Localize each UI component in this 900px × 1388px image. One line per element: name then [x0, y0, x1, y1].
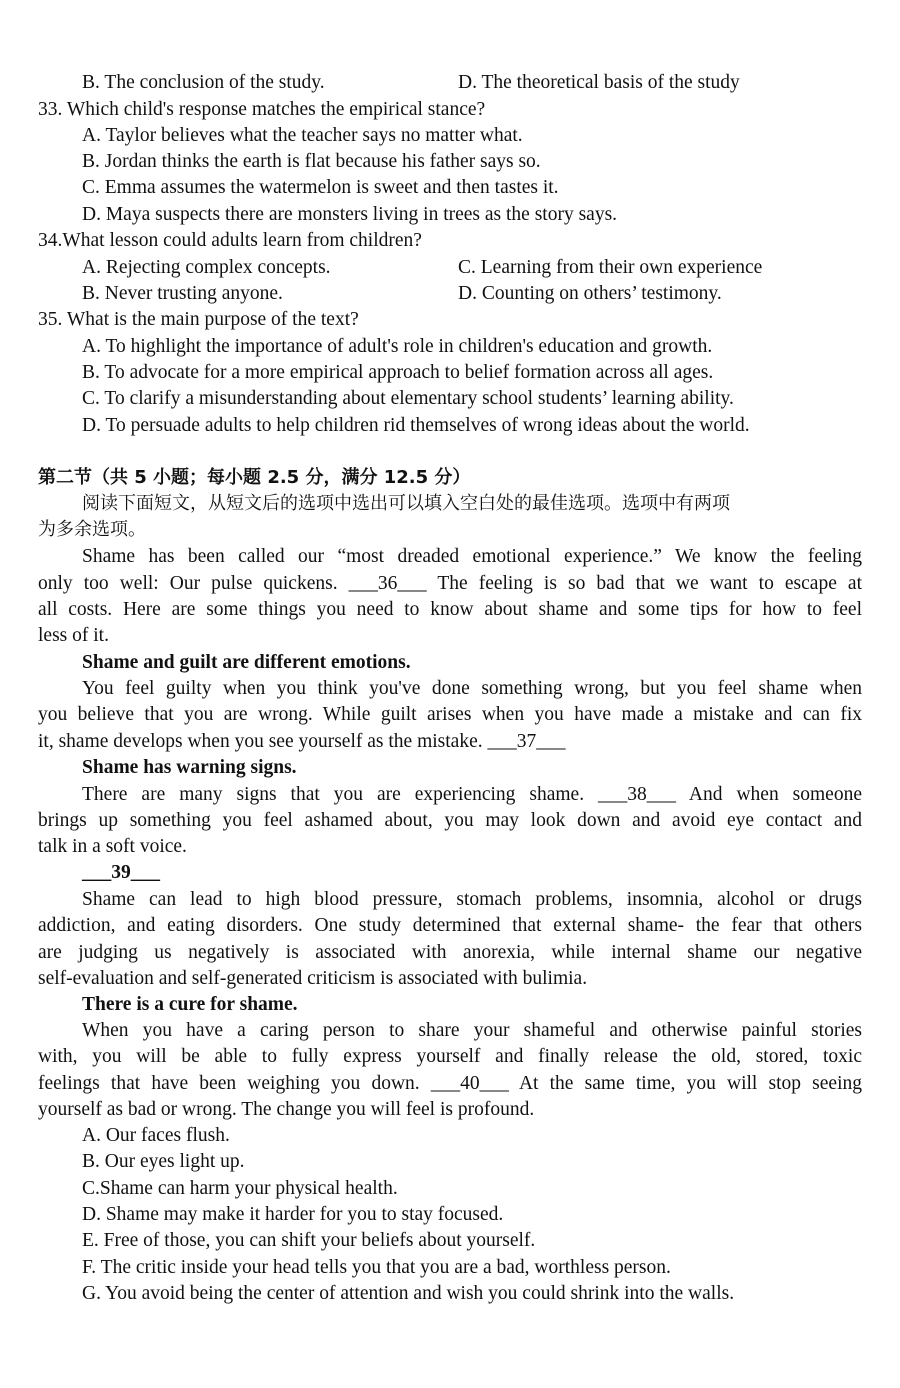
choice-f: F. The critic inside your head tells you that you are a bad, worthless person.	[82, 1257, 671, 1278]
question-34-stem: 34.What lesson could adults learn from children?	[38, 230, 422, 251]
question-34-option-c: C. Learning from their own experience	[458, 257, 763, 278]
option-b-previous: B. The conclusion of the study.	[82, 72, 325, 93]
choice-b: B. Our eyes light up.	[82, 1151, 245, 1172]
question-35-option-c: C. To clarify a misunderstanding about elementary school students’ learning ability.	[82, 388, 734, 409]
passage-p1-line1: Shame has been called our “most dreaded emotional experience.” We know the feeling	[82, 546, 862, 567]
section-heading: 第二节（共 5 小题；每小题 2.5 分，满分 12.5 分）	[38, 467, 471, 488]
section-instruction-line1: 阅读下面短文，从短文后的选项中选出可以填入空白处的最佳选项。选项中有两项	[82, 493, 730, 514]
question-35-option-b: B. To advocate for a more empirical approach to belief formation across all ages.	[82, 362, 714, 383]
passage-subheading-1: Shame and guilt are different emotions.	[82, 652, 411, 673]
passage-p3-line3: talk in a soft voice.	[38, 836, 187, 857]
choice-d: D. Shame may make it harder for you to stay focused.	[82, 1204, 504, 1225]
choice-a: A. Our faces flush.	[82, 1125, 230, 1146]
passage-subheading-blank-39: ___39___	[82, 862, 160, 883]
choice-g: G. You avoid being the center of attention and wish you could shrink into the walls.	[82, 1283, 735, 1304]
question-34-option-a: A. Rejecting complex concepts.	[82, 257, 331, 278]
question-34-option-d: D. Counting on others’ testimony.	[458, 283, 722, 304]
question-34-option-b: B. Never trusting anyone.	[82, 283, 283, 304]
question-33-option-c: C. Emma assumes the watermelon is sweet and then tastes it.	[82, 177, 559, 198]
option-d-previous: D. The theoretical basis of the study	[458, 72, 740, 93]
question-33-option-d: D. Maya suspects there are monsters living in trees as the story says.	[82, 204, 618, 225]
passage-subheading-4: There is a cure for shame.	[82, 994, 298, 1015]
passage-p4-line3: are judging us negatively is associated with anorexia, while internal shame our negative	[38, 942, 862, 963]
question-35-option-a: A. To highlight the importance of adult's role in children's education and growth.	[82, 336, 713, 357]
passage-p3-line1: There are many signs that you are experiencing shame. ___38___ And when someone	[82, 784, 862, 805]
question-35-option-d: D. To persuade adults to help children rid themselves of wrong ideas about the world.	[82, 415, 750, 436]
passage-p1-line2: only too well: Our pulse quickens. ___36___ The feeling is so bad that we want to escape at	[38, 573, 862, 594]
passage-p5-line3: feelings that have been weighing you down. ___40___ At the same time, you will stop seeing	[38, 1073, 862, 1094]
passage-p3-line2: brings up something you feel ashamed about, you may look down and avoid eye contact and	[38, 810, 862, 831]
passage-p1-line4: less of it.	[38, 625, 109, 646]
passage-p2-line3: it, shame develops when you see yourself as the mistake. ___37___	[38, 731, 566, 752]
passage-p2-line2: you believe that you are wrong. While guilt arises when you have made a mistake and can fix	[38, 704, 862, 725]
passage-p4-line4: self-evaluation and self-generated criticism is associated with bulimia.	[38, 968, 588, 989]
choice-e: E. Free of those, you can shift your beliefs about yourself.	[82, 1230, 536, 1251]
section-instruction-line2: 为多余选项。	[38, 519, 146, 540]
passage-p2-line1: You feel guilty when you think you've done something wrong, but you feel shame when	[82, 678, 862, 699]
question-35-stem: 35. What is the main purpose of the text?	[38, 309, 359, 330]
question-33-stem: 33. Which child's response matches the empirical stance?	[38, 99, 486, 120]
question-33-option-a: A. Taylor believes what the teacher says no matter what.	[82, 125, 523, 146]
passage-p5-line1: When you have a caring person to share your shameful and otherwise painful stories	[82, 1020, 862, 1041]
question-33-option-b: B. Jordan thinks the earth is flat because his father says so.	[82, 151, 541, 172]
passage-p4-line2: addiction, and eating disorders. One study determined that external shame- the fear that others	[38, 915, 862, 936]
passage-subheading-2: Shame has warning signs.	[82, 757, 297, 778]
passage-p1-line3: all costs. Here are some things you need to know about shame and some tips for how to feel	[38, 599, 862, 620]
choice-c: C.Shame can harm your physical health.	[82, 1178, 398, 1199]
passage-p5-line4: yourself as bad or wrong. The change you will feel is profound.	[38, 1099, 535, 1120]
passage-p4-line1: Shame can lead to high blood pressure, stomach problems, insomnia, alcohol or drugs	[82, 889, 862, 910]
passage-p5-line2: with, you will be able to fully express yourself and finally release the old, stored, toxic	[38, 1046, 862, 1067]
